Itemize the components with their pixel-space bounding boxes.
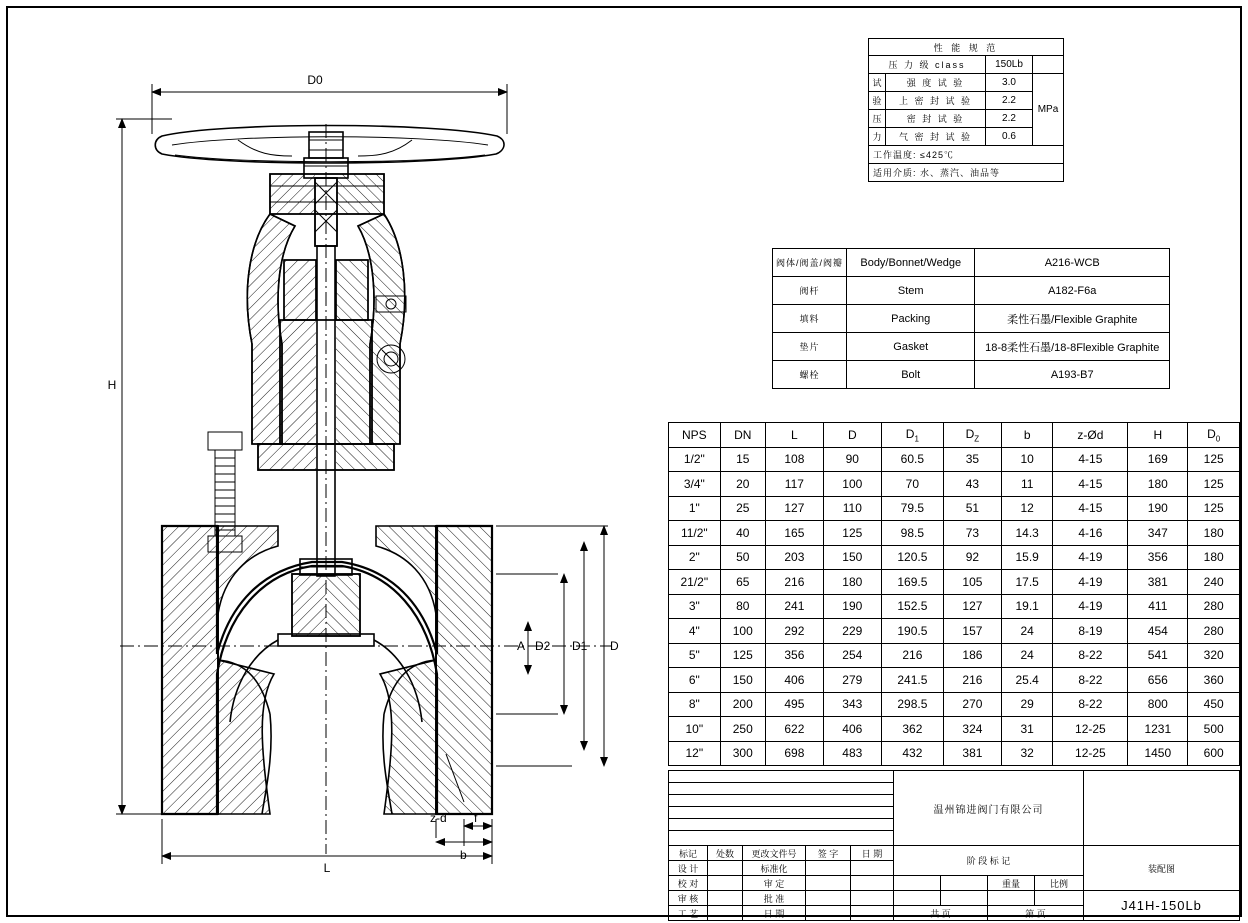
perf-row-value-4: 0.6 [986,128,1033,146]
dim-cell-7-2: 292 [765,619,823,644]
table-row [669,447,1240,472]
dim-cell-9-2: 406 [765,668,823,693]
dim-cell-9-9: 360 [1188,668,1240,693]
tb-cell-design: 设 计 [669,861,708,876]
dim-cell-10-1: 200 [720,692,765,717]
table-row [773,333,1170,361]
dim-cell-8-3: 254 [823,643,881,668]
col-header-dz: $D_Z$ [943,423,1001,448]
dim-cell-9-5: 216 [943,668,1001,693]
table-row [669,717,1240,742]
dim-cell-7-1: 100 [720,619,765,644]
rev-header-1: 处数 [708,846,743,861]
dim-cell-10-3: 343 [823,692,881,717]
tb-scale-val [1035,891,1084,906]
perf-row-value-0: 150Lb [986,56,1033,74]
dim-cell-5-6: 17.5 [1001,570,1053,595]
dimension-table-header [669,423,1240,448]
tb-weight-val [988,891,1035,906]
dim-cell-3-2: 165 [765,521,823,546]
rev-header-4: 日 期 [851,846,894,861]
col-header-d1: $D_1$ [881,423,943,448]
perf-row-value-1: 3.0 [986,74,1033,92]
table-row [669,594,1240,619]
dim-cell-10-2: 495 [765,692,823,717]
material-cn-3: 垫片 [773,333,847,361]
dim-cell-6-8: 411 [1128,594,1188,619]
company-name: 温州锦进阀门有限公司 [933,804,1044,816]
dim-cell-1-7: 4-15 [1053,472,1128,497]
rev-header-3: 签 字 [806,846,851,861]
dim-cell-6-5: 127 [943,594,1001,619]
dim-cell-7-9: 280 [1188,619,1240,644]
tb-cell-date-val [806,906,851,921]
material-value-0: A216-WCB [975,249,1170,277]
dim-cell-1-9: 125 [1188,472,1240,497]
valve-svg [12,14,662,914]
dim-cell-4-1: 50 [720,545,765,570]
dim-cell-2-2: 127 [765,496,823,521]
dim-cell-5-4: 169.5 [881,570,943,595]
tb-cell-authorize: 批 准 [743,891,806,906]
dim-cell-12-3: 483 [823,741,881,766]
rev-header-0: 标记 [669,846,708,861]
tb-cell-approve-val [806,876,851,891]
col-header-h: H [1128,423,1188,448]
dim-cell-11-1: 250 [720,717,765,742]
dim-label-D: D [610,639,619,653]
material-en-3: Gasket [846,333,975,361]
dimension-table [668,422,1240,766]
perf-vert-3: 力 [869,128,886,146]
dim-cell-6-3: 190 [823,594,881,619]
dim-cell-1-4: 70 [881,472,943,497]
dim-cell-12-7: 12-25 [1053,741,1128,766]
col-header-dn: DN [720,423,765,448]
tb-stage-cell-3 [941,891,988,906]
perf-row-unit-0 [1033,56,1064,74]
dim-cell-0-1: 15 [720,447,765,472]
material-table [772,248,1170,389]
perf-temperature: 工作温度: ≤425℃ [869,146,1064,164]
dim-cell-9-0: 6" [669,668,721,693]
dim-cell-0-5: 35 [943,447,1001,472]
table-row [669,741,1240,766]
dim-cell-2-8: 190 [1128,496,1188,521]
table-row [669,472,1240,497]
dim-cell-1-0: 3/4" [669,472,721,497]
table-row [773,277,1170,305]
table-row [669,692,1240,717]
col-header-l: L [765,423,823,448]
dim-cell-4-9: 180 [1188,545,1240,570]
dim-cell-6-6: 19.1 [1001,594,1053,619]
dim-cell-8-4: 216 [881,643,943,668]
dim-cell-11-5: 324 [943,717,1001,742]
dim-cell-12-2: 698 [765,741,823,766]
dim-cell-12-6: 32 [1001,741,1053,766]
dim-cell-7-5: 157 [943,619,1001,644]
col-header-b: b [1001,423,1053,448]
dim-cell-12-4: 432 [881,741,943,766]
dim-cell-4-5: 92 [943,545,1001,570]
col-header-nps: NPS [669,423,721,448]
table-row [773,249,1170,277]
col-header-d0: $D_0$ [1188,423,1240,448]
dim-cell-8-2: 356 [765,643,823,668]
material-value-1: A182-F6a [975,277,1170,305]
dim-cell-4-4: 120.5 [881,545,943,570]
dim-label-L: L [323,861,331,875]
tb-cell-review-val [708,891,743,906]
dim-cell-7-8: 454 [1128,619,1188,644]
dim-cell-6-9: 280 [1188,594,1240,619]
dim-cell-4-2: 203 [765,545,823,570]
dim-cell-3-4: 98.5 [881,521,943,546]
table-row [669,570,1240,595]
tb-cell-authorize-val [806,891,851,906]
dim-cell-1-3: 100 [823,472,881,497]
dim-cell-4-8: 356 [1128,545,1188,570]
dim-cell-8-7: 8-22 [1053,643,1128,668]
dim-cell-2-9: 125 [1188,496,1240,521]
tb-cell-standardize: 标准化 [743,861,806,876]
dim-cell-4-6: 15.9 [1001,545,1053,570]
dim-cell-5-0: 21/2" [669,570,721,595]
dim-cell-12-9: 600 [1188,741,1240,766]
dim-cell-11-6: 31 [1001,717,1053,742]
dim-cell-5-5: 105 [943,570,1001,595]
dim-cell-1-1: 20 [720,472,765,497]
col-header-zd: z-Ød [1053,423,1128,448]
tb-cell-check-val [708,876,743,891]
dim-cell-3-6: 14.3 [1001,521,1053,546]
material-cn-0: 阀体/阀盖/阀瓣 [773,249,847,277]
table-row [669,496,1240,521]
dim-cell-8-0: 5" [669,643,721,668]
material-value-4: A193-B7 [975,361,1170,389]
title-block [668,770,1240,917]
tb-page-no: 第 页 [988,906,1084,921]
dim-label-A: A [517,639,526,653]
dim-cell-9-4: 241.5 [881,668,943,693]
dim-cell-8-6: 24 [1001,643,1053,668]
dim-cell-0-3: 90 [823,447,881,472]
dim-cell-3-5: 73 [943,521,1001,546]
tb-weight-label: 重量 [988,876,1035,891]
material-value-2: 柔性石墨/Flexible Graphite [975,305,1170,333]
tb-scale-label: 比例 [1035,876,1084,891]
material-en-1: Stem [846,277,975,305]
dim-cell-0-0: 1/2" [669,447,721,472]
dim-cell-3-8: 347 [1128,521,1188,546]
tb-cell-date: 日 期 [743,906,806,921]
dim-cell-11-3: 406 [823,717,881,742]
dim-cell-11-0: 10" [669,717,721,742]
dim-cell-12-5: 381 [943,741,1001,766]
dim-cell-3-0: 11/2" [669,521,721,546]
material-en-0: Body/Bonnet/Wedge [846,249,975,277]
material-en-2: Packing [846,305,975,333]
dim-label-D0: D0 [307,73,323,87]
perf-title: 性 能 规 范 [869,39,1064,56]
dim-cell-2-7: 4-15 [1053,496,1128,521]
dim-cell-6-2: 241 [765,594,823,619]
perf-medium: 适用介质: 水、蒸汽、油品等 [869,164,1064,182]
dim-cell-3-9: 180 [1188,521,1240,546]
dim-cell-2-1: 25 [720,496,765,521]
dim-label-H: H [107,378,117,392]
dim-cell-1-2: 117 [765,472,823,497]
dim-cell-0-8: 169 [1128,447,1188,472]
tb-stage-cell-2 [894,891,941,906]
dim-cell-1-5: 43 [943,472,1001,497]
table-row [773,361,1170,389]
dim-cell-10-9: 450 [1188,692,1240,717]
dim-cell-1-8: 180 [1128,472,1188,497]
dim-cell-5-2: 216 [765,570,823,595]
tb-cell-blank-3 [851,906,894,921]
dim-cell-11-7: 12-25 [1053,717,1128,742]
dim-label-D1: D1 [572,639,588,653]
dim-cell-12-0: 12" [669,741,721,766]
tb-cell-design-val [708,861,743,876]
dim-cell-6-0: 3" [669,594,721,619]
dim-cell-10-5: 270 [943,692,1001,717]
dim-cell-7-0: 4" [669,619,721,644]
dim-cell-2-5: 51 [943,496,1001,521]
dim-cell-10-7: 8-22 [1053,692,1128,717]
dim-cell-7-3: 229 [823,619,881,644]
dim-cell-9-8: 656 [1128,668,1188,693]
material-cn-1: 阀杆 [773,277,847,305]
perf-vert-1: 验 [869,92,886,110]
material-en-4: Bolt [846,361,975,389]
dim-cell-10-0: 8" [669,692,721,717]
dim-label-zd: z-d [430,811,447,825]
dim-cell-0-6: 10 [1001,447,1053,472]
tb-cell-review: 审 核 [669,891,708,906]
dim-cell-6-1: 80 [720,594,765,619]
perf-vert-2: 压 [869,110,886,128]
dim-label-b: b [460,848,467,862]
tb-cell-blank-1 [851,876,894,891]
dim-cell-10-4: 298.5 [881,692,943,717]
perf-row-label-3: 密 封 试 验 [886,110,986,128]
dim-cell-12-8: 1450 [1128,741,1188,766]
perf-row-label-0: 压 力 级 class [869,56,986,74]
perf-row-label-1: 强 度 试 验 [886,74,986,92]
dim-cell-0-7: 4-15 [1053,447,1128,472]
tb-cell-process: 工 艺 [669,906,708,921]
dim-cell-0-2: 108 [765,447,823,472]
dim-label-D2: D2 [535,639,551,653]
dim-cell-2-6: 12 [1001,496,1053,521]
dim-cell-11-8: 1231 [1128,717,1188,742]
table-row [773,305,1170,333]
dim-cell-6-4: 152.5 [881,594,943,619]
dim-cell-5-8: 381 [1128,570,1188,595]
dim-cell-7-7: 8-19 [1053,619,1128,644]
dim-cell-1-6: 11 [1001,472,1053,497]
dim-cell-5-9: 240 [1188,570,1240,595]
dim-cell-2-3: 110 [823,496,881,521]
drawing-name: 装配图 [1147,863,1175,874]
dim-cell-8-1: 125 [720,643,765,668]
table-row [669,643,1240,668]
dim-cell-5-3: 180 [823,570,881,595]
tb-cell-approve: 审 定 [743,876,806,891]
tb-stage-cell-1 [941,876,988,891]
tb-cell-check: 校 对 [669,876,708,891]
dim-cell-8-8: 541 [1128,643,1188,668]
dim-cell-0-9: 125 [1188,447,1240,472]
stage-marks-header: 阶 段 标 记 [894,846,1084,876]
dim-cell-11-4: 362 [881,717,943,742]
dim-cell-7-6: 24 [1001,619,1053,644]
rev-header-2: 更改文件号 [743,846,806,861]
dim-cell-11-9: 500 [1188,717,1240,742]
dim-cell-2-4: 79.5 [881,496,943,521]
dim-cell-11-2: 622 [765,717,823,742]
material-cn-2: 填料 [773,305,847,333]
tb-cell-blank-2 [851,891,894,906]
dim-cell-9-7: 8-22 [1053,668,1128,693]
perf-row-label-4: 气 密 封 试 验 [886,128,986,146]
dim-cell-9-6: 25.4 [1001,668,1053,693]
perf-row-value-2: 2.2 [986,92,1033,110]
dim-cell-3-3: 125 [823,521,881,546]
dim-cell-4-3: 150 [823,545,881,570]
material-cn-4: 螺栓 [773,361,847,389]
dim-cell-6-7: 4-19 [1053,594,1128,619]
tb-cell-process-val [708,906,743,921]
material-value-3: 18-8柔性石墨/18-8Flexible Graphite [975,333,1170,361]
tb-cell-standardize-val [806,861,851,876]
tb-cell-blank-0 [851,861,894,876]
perf-unit-mpa: MPa [1033,74,1064,146]
tb-stage-cell-0 [894,876,941,891]
table-row [669,521,1240,546]
col-header-d: D [823,423,881,448]
dim-cell-2-0: 1" [669,496,721,521]
dim-cell-10-6: 29 [1001,692,1053,717]
table-row [669,619,1240,644]
table-row [669,545,1240,570]
dim-cell-8-5: 186 [943,643,1001,668]
dim-label-f: f [474,811,478,825]
model-number: J41H-150Lb [1121,898,1202,913]
performance-table [868,38,1064,182]
dim-cell-3-7: 4-16 [1053,521,1128,546]
perf-row-value-3: 2.2 [986,110,1033,128]
tb-total-pages: 共 页 [894,906,988,921]
dim-cell-5-1: 65 [720,570,765,595]
perf-row-label-2: 上 密 封 试 验 [886,92,986,110]
valve-assembly-drawing [12,14,662,914]
dim-cell-7-4: 190.5 [881,619,943,644]
dim-cell-12-1: 300 [720,741,765,766]
dim-cell-0-4: 60.5 [881,447,943,472]
dim-cell-4-0: 2" [669,545,721,570]
table-row [669,668,1240,693]
dim-cell-3-1: 40 [720,521,765,546]
dim-cell-9-3: 279 [823,668,881,693]
dim-cell-10-8: 800 [1128,692,1188,717]
dim-cell-5-7: 4-19 [1053,570,1128,595]
dim-cell-4-7: 4-19 [1053,545,1128,570]
dim-cell-9-1: 150 [720,668,765,693]
dim-cell-8-9: 320 [1188,643,1240,668]
perf-vert-0: 试 [869,74,886,92]
